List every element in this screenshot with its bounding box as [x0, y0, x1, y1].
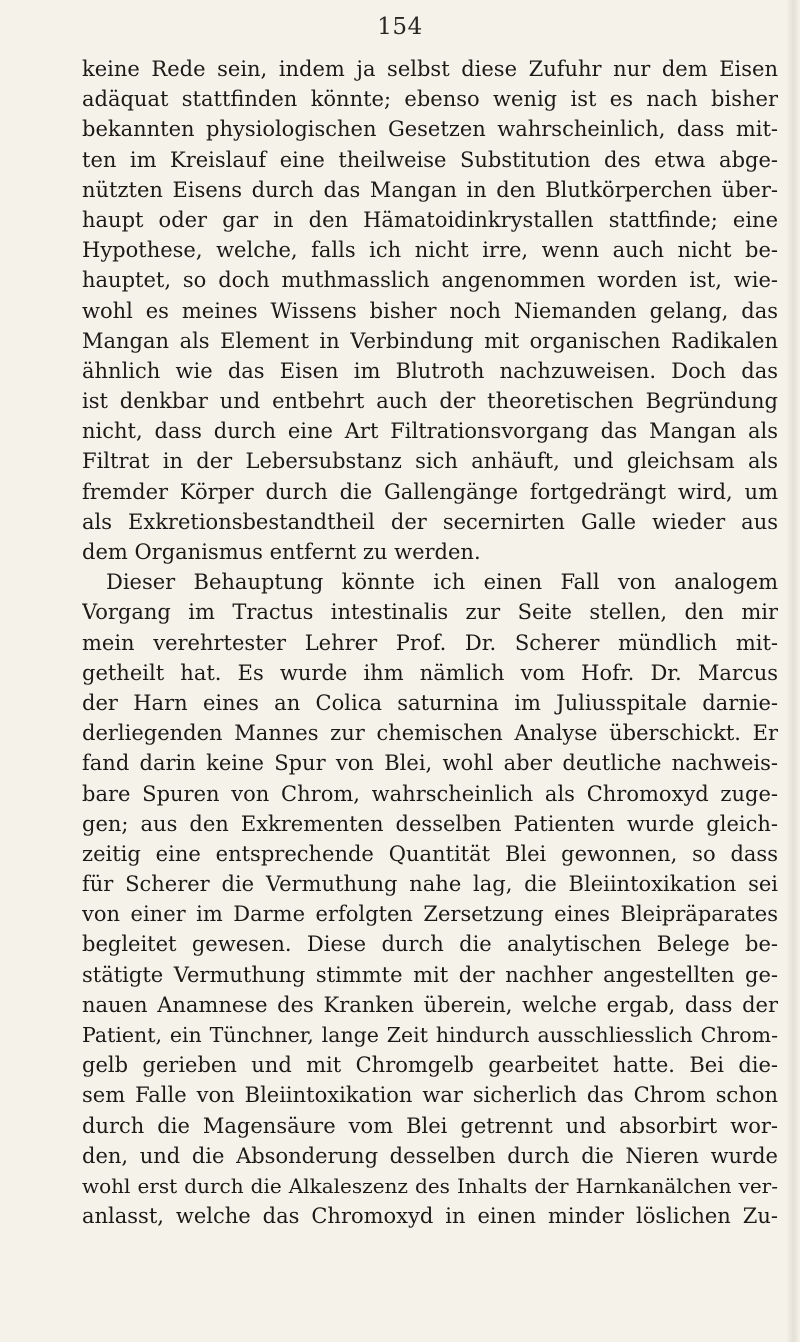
page-number: 154 — [377, 14, 423, 40]
text-line: ist denkbar und entbehrt auch der theoretischen Begründung — [82, 389, 778, 414]
text-line: bare Spuren von Chrom, wahrscheinlich als Chromoxyd zuge- — [82, 781, 778, 806]
text-line: Hypothese, welche, falls ich nicht irre, wenn auch nicht be- — [82, 238, 778, 263]
text-line: Filtrat in der Lebersubstanz sich anhäuft, und gleichsam als — [82, 449, 778, 474]
page-edge-shadow — [786, 0, 800, 1342]
text-line: keine Rede sein, indem ja selbst diese Zufuhr nur dem Eisen — [82, 57, 778, 81]
text-line: anlasst, welche das Chromoxyd in einen minder löslichen Zu- — [82, 1204, 778, 1229]
text-line: ten im Kreislauf eine theilweise Substitution des etwa abge- — [82, 147, 778, 172]
text-line: Patient, ein Tünchner, lange Zeit hindurch ausschliesslich Chrom- — [82, 1023, 778, 1047]
text-line: bekannten physiologischen Gesetzen wahrscheinlich, dass mit- — [82, 117, 778, 142]
text-line: durch die Magensäure vom Blei getrennt und absorbirt wor- — [82, 1113, 778, 1138]
text-line: gen; aus den Exkrementen desselben Patienten wurde gleich- — [82, 811, 778, 836]
text-line: sem Falle von Bleiintoxikation war sicherlich das Chrom schon — [82, 1083, 778, 1108]
text-line: derliegenden Mannes zur chemischen Analyse überschickt. Er — [82, 721, 778, 746]
text-line: Vorgang im Tractus intestinalis zur Seite stellen, den mir — [82, 600, 778, 625]
text-line: der Harn eines an Colica saturnina im Juliusspitale darnie- — [82, 690, 778, 715]
text-line: getheilt hat. Es wurde ihm nämlich vom Hofr. Dr. Marcus — [82, 660, 778, 685]
body-text — [82, 54, 778, 1231]
text-line: wohl erst durch die Alkaleszenz des Inhalts der Harnkanälchen ver- — [82, 1173, 778, 1198]
text-line: Dieser Behauptung könnte ich einen Fall von analogem — [106, 570, 778, 595]
text-line: fand darin keine Spur von Blei, wohl aber deutliche nachweis- — [82, 751, 778, 776]
text-line: mein verehrtester Lehrer Prof. Dr. Scherer mündlich mit- — [82, 630, 778, 655]
text-line: den, und die Absonderung desselben durch die Nieren wurde — [82, 1143, 778, 1168]
text-line: begleitet gewesen. Diese durch die analytischen Belege be- — [82, 932, 778, 957]
text-line: nicht, dass durch eine Art Filtrationsvorgang das Mangan als — [82, 419, 778, 444]
text-line: Mangan als Element in Verbindung mit organischen Radikalen — [82, 328, 778, 353]
text-line: haupt oder gar in den Hämatoidinkrystallen stattfinde; eine — [82, 207, 778, 232]
text-line: hauptet, so doch muthmasslich angenommen worden ist, wie- — [82, 268, 778, 293]
text-line: von einer im Darme erfolgten Zersetzung eines Bleipräparates — [82, 902, 778, 927]
text-line: als Exkretionsbestandtheil der secernirten Galle wieder aus — [82, 509, 778, 534]
text-line: für Scherer die Vermuthung nahe lag, die Bleiintoxikation sei — [82, 872, 778, 897]
text-line: nützten Eisens durch das Mangan in den Blutkörperchen über- — [82, 177, 778, 202]
text-line: gelb gerieben und mit Chromgelb gearbeitet hatte. Bei die- — [82, 1053, 778, 1078]
text-line: zeitig eine entsprechende Quantität Blei gewonnen, so dass — [82, 841, 778, 866]
text-line: adäquat stattfinden könnte; ebenso wenig ist es nach bisher — [82, 87, 778, 112]
text-line: fremder Körper durch die Gallengänge fortgedrängt wird, um — [82, 479, 778, 504]
text-line: ähnlich wie das Eisen im Blutroth nachzuweisen. Doch das — [82, 358, 778, 383]
text-line: stätigte Vermuthung stimmte mit der nachher angestellten ge- — [82, 962, 778, 987]
text-line: wohl es meines Wissens bisher noch Niemanden gelang, das — [82, 298, 778, 323]
text-line: dem Organismus entfernt zu werden. — [82, 540, 481, 564]
text-line: nauen Anamnese des Kranken überein, welche ergab, dass der — [82, 992, 778, 1017]
